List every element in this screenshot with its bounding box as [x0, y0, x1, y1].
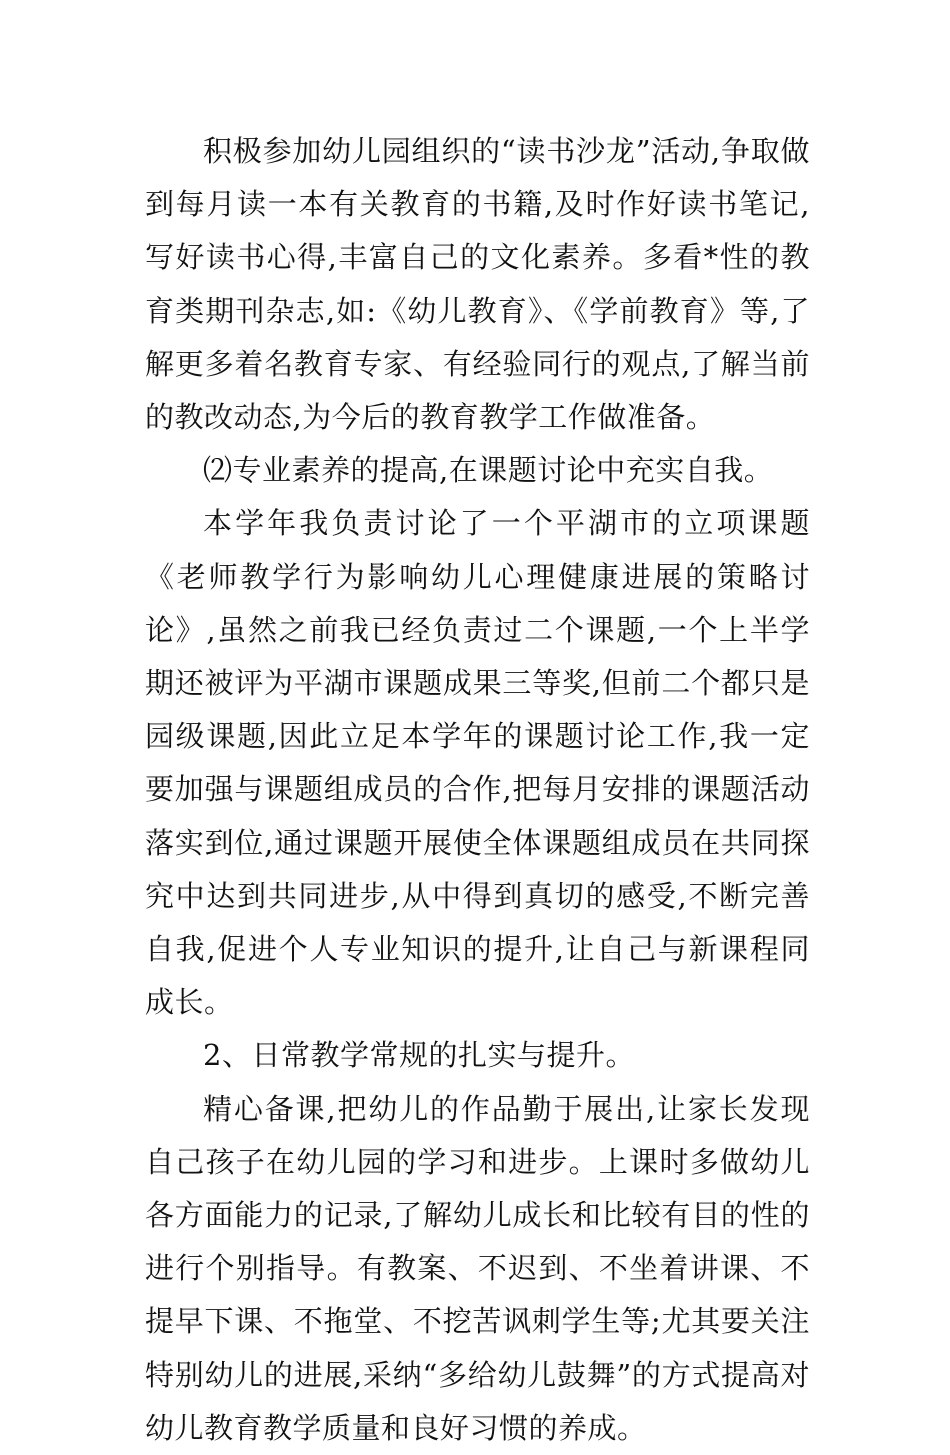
paragraph-research-project: 本学年我负责讨论了一个平湖市的立项课题《老师教学行为影响幼儿心理健康进展的策略讨论》,虽然之前我已经负责过二个课题,一个上半学期还被评为平湖市课题成果三等奖,但前二个都只是园级课题,因此立足本学年的课题讨论工作,我一定要加强与课题组成员的合作,把每月安排的课题活动落实到位,通过课题开展使全体课题组成员在共同探究中达到共同进步,从中得到真切的感受,不断完善自我,促进个人专业知识的提升,让自己与新课程同成长。 — [145, 506, 810, 1020]
paragraph-heading-professional-quality: ⑵专业素养的提高,在课题讨论中充实自我。 — [203, 453, 774, 488]
paragraph-heading-daily-routine: 2、日常教学常规的扎实与提升。 — [203, 1038, 635, 1073]
paragraph-lesson-preparation: 精心备课,把幼儿的作品勤于展出,让家长发现自己孩子在幼儿园的学习和进步。上课时多做幼儿各方面能力的记录,了解幼儿成长和比较有目的性的进行个别指导。有教案、不迟到、不坐着讲课、不提早下课、不拖堂、不挖苦讽刺学生等;尤其要关注特别幼儿的进展,采纳“多给幼儿鼓舞”的方式提高对幼儿教育教学质量和良好习惯的养成。 — [145, 1091, 810, 1445]
paragraph-reading-salon: 积极参加幼儿园组织的“读书沙龙”活动,争取做到每月读一本有关教育的书籍,及时作好读书笔记,写好读书心得,丰富自己的文化素养。多看*性的教育类期刊杂志,如:《幼儿教育》、《学前教育》等,了解更多着名教育专家、有经验同行的观点,了解当前的教改动态,为今后的教育教学工作做准备。 — [145, 134, 810, 435]
document-body — [145, 125, 810, 1455]
